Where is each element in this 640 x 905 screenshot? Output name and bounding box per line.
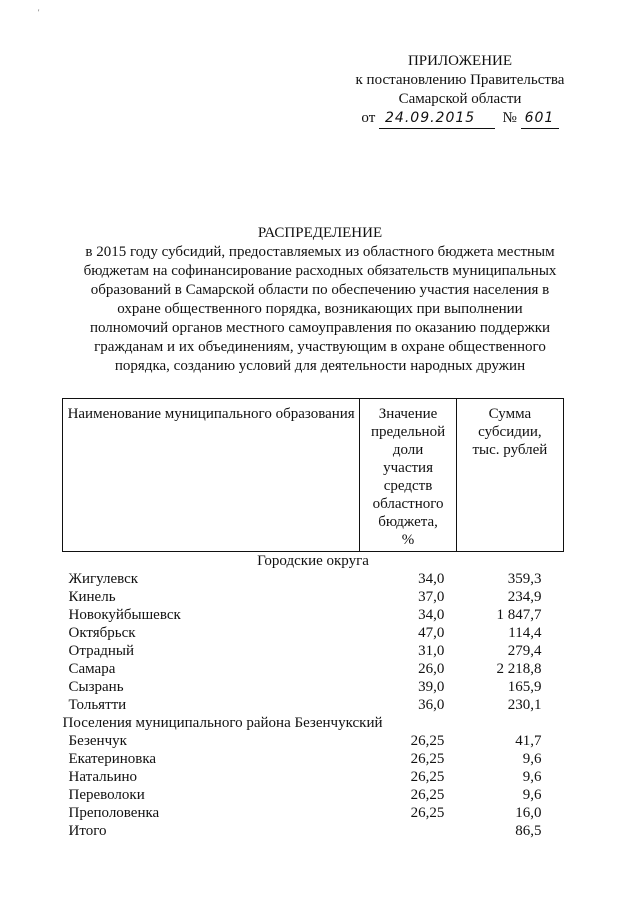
header-sum-line: Сумма [488,406,532,422]
section-settlements: Поселения муниципального района Безенчукский [62,715,383,731]
appendix-decree: к постановлению Правительства [355,72,565,88]
cell-sum: 165,9 [507,679,542,695]
table-row [63,678,564,696]
total-share [360,822,457,840]
cell-sum: 9,6 [522,751,542,767]
cell-share: 26,25 [410,805,445,821]
table-row [63,660,564,678]
cell-share: 26,25 [410,769,445,785]
table-row [63,642,564,660]
total-row [63,822,564,840]
cell-name: Переволоки [68,787,145,803]
date-handwritten: 24.09.2015 [379,109,495,129]
cell-sum: 9,6 [522,769,542,785]
cell-share: 26,0 [418,661,445,677]
header-share-line: % [401,532,415,548]
title-line: бюджетам на софинансирование расходных обязательств муниципальных [83,263,557,279]
header-share-line: доли [392,442,424,458]
cell-name: Тольятти [68,697,127,713]
title-line: в 2015 году субсидий, предоставляемых из областного бюджета местным [85,244,555,260]
table-row [63,732,564,750]
corner-mark: ' [38,8,40,17]
cell-sum: 230,1 [507,697,542,713]
header-sum [456,399,563,552]
header-share-line: средств [383,478,433,494]
appendix-date-line [330,109,590,129]
cell-name: Новокуйбышевск [68,607,181,623]
cell-sum: 279,4 [507,643,542,659]
cell-name: Безенчук [68,733,127,749]
header-share [360,399,457,552]
cell-share: 47,0 [418,625,445,641]
title-line: образований в Самарской области по обеспечению участия населения в [90,282,550,298]
cell-name: Сызрань [68,679,124,695]
table-row [63,624,564,642]
table-row [63,570,564,588]
cell-sum: 114,4 [508,625,542,641]
document-title [60,224,580,376]
cell-sum: 16,0 [515,805,542,821]
appendix-block [330,52,590,129]
cell-name: Отрадный [68,643,134,659]
table-row [63,786,564,804]
appendix-region: Самарской области [398,91,522,107]
header-sum-line: тыс. рублей [472,442,548,458]
appendix-title: ПРИЛОЖЕНИЕ [407,53,513,69]
title-heading: РАСПРЕДЕЛЕНИЕ [257,225,383,241]
header-name: Наименование муниципального образования [63,399,360,552]
cell-share: 36,0 [418,697,445,713]
table-row [63,606,564,624]
title-line: порядка, созданию условий для деятельности народных дружин [114,358,526,374]
table-row [63,750,564,768]
cell-name: Кинель [68,589,116,605]
cell-sum: 41,7 [515,733,542,749]
header-sum-line: субсидии, [478,424,542,440]
table-header [63,399,564,552]
cell-share: 39,0 [418,679,445,695]
cell-share: 26,25 [410,733,445,749]
number-prefix: № [502,110,517,126]
header-share-line: предельной [370,424,446,440]
header-share-line: участия [383,460,433,476]
cell-share: 31,0 [418,643,445,659]
cell-share: 26,25 [410,751,445,767]
cell-name: Октябрьск [68,625,136,641]
cell-sum: 234,9 [507,589,542,605]
cell-share: 26,25 [410,787,445,803]
table-row [63,696,564,714]
title-line: гражданам и их объединениям, участвующим в охране общественного [94,339,546,355]
header-share-line: Значение [378,406,438,422]
cell-name: Натальино [68,769,138,785]
header-share-line: бюджета, [378,514,438,530]
total-sum: 86,5 [515,823,542,839]
cell-share: 37,0 [418,589,445,605]
title-line: охране общественного порядка, возникающих при выполнении [117,301,523,317]
subsidy-table [62,398,564,840]
header-share-line: областного [372,496,444,512]
cell-share: 34,0 [418,571,445,587]
cell-share: 34,0 [418,607,445,623]
cell-name: Преполовенка [68,805,160,821]
cell-sum: 1 847,7 [496,607,542,623]
section-city-districts: Городские округа [257,553,369,569]
date-prefix: от [361,110,376,126]
table-row [63,588,564,606]
number-handwritten: 601 [521,109,559,129]
title-line: полномочий органов местного самоуправления по оказанию поддержки [89,320,551,336]
table-row [63,768,564,786]
cell-sum: 359,3 [507,571,542,587]
cell-name: Самара [68,661,116,677]
cell-name: Екатериновка [68,751,157,767]
cell-name: Жигулевск [68,571,139,587]
cell-sum: 9,6 [522,787,542,803]
cell-sum: 2 218,8 [496,661,542,677]
table-row [63,804,564,822]
total-label: Итого [68,823,107,839]
